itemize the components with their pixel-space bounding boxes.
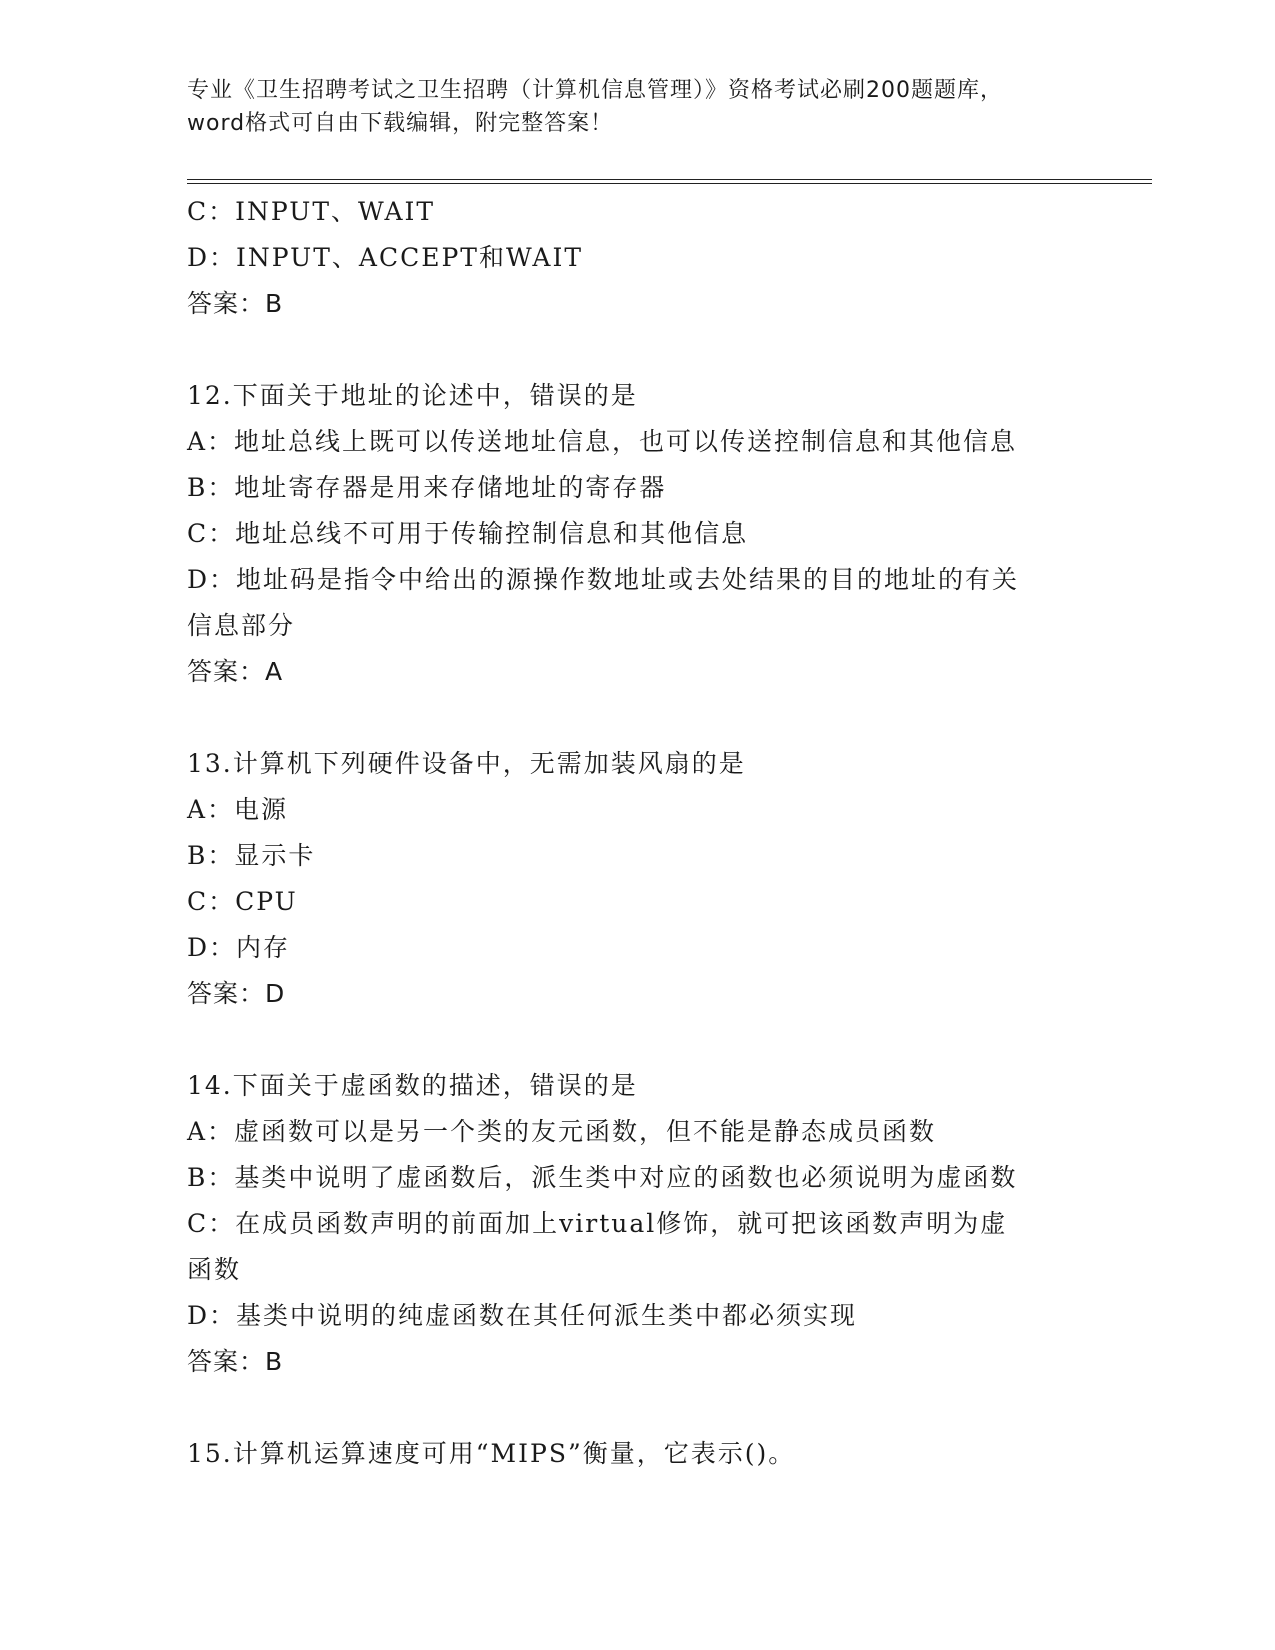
option-c: C：INPUT、WAIT	[187, 197, 436, 226]
header-title-line-2: word格式可自由下载编辑，附完整答案！	[187, 111, 614, 136]
option-c: C：地址总线不可用于传输控制信息和其他信息	[187, 519, 749, 548]
option-b: B：地址寄存器是用来存储地址的寄存器	[187, 473, 667, 502]
header-divider-bottom	[187, 183, 1152, 184]
question-text: 13.计算机下列硬件设备中，无需加装风扇的是	[187, 749, 746, 778]
option-d: D：基类中说明的纯虚函数在其任何派生类中都必须实现	[187, 1301, 858, 1330]
spacer	[187, 327, 1087, 373]
option-c: C：在成员函数声明的前面加上virtual修饰，就可把该函数声明为虚	[187, 1209, 1008, 1238]
question-block-14	[187, 1063, 1087, 1385]
option-d: D：内存	[187, 933, 291, 962]
option-a: A：电源	[187, 795, 289, 824]
option-b: B：基类中说明了虚函数后，派生类中对应的函数也必须说明为虚函数	[187, 1163, 1018, 1192]
option-a: A：地址总线上既可以传送地址信息，也可以传送控制信息和其他信息	[187, 427, 1018, 456]
document-header	[187, 74, 1087, 140]
answer-line: 答案：B	[187, 289, 284, 318]
option-c-continued: 函数	[187, 1255, 242, 1284]
question-text: 15.计算机运算速度可用“MIPS”衡量，它表示()。	[187, 1439, 796, 1468]
option-c: C：CPU	[187, 887, 298, 916]
option-b: B：显示卡	[187, 841, 316, 870]
question-block-11	[187, 189, 1087, 327]
question-block-13	[187, 741, 1087, 1017]
option-a: A：虚函数可以是另一个类的友元函数，但不能是静态成员函数	[187, 1117, 937, 1146]
answer-line: 答案：D	[187, 979, 286, 1008]
header-title-line-1: 专业《卫生招聘考试之卫生招聘（计算机信息管理）》资格考试必刷200题题库，	[187, 78, 1003, 103]
question-block-12	[187, 373, 1087, 695]
question-text: 14.下面关于虚函数的描述，错误的是	[187, 1071, 638, 1100]
header-divider-top	[187, 179, 1152, 180]
spacer	[187, 1017, 1087, 1063]
option-d: D：地址码是指令中给出的源操作数地址或去处结果的目的地址的有关	[187, 565, 1020, 594]
question-text: 12.下面关于地址的论述中，错误的是	[187, 381, 638, 410]
spacer	[187, 695, 1087, 741]
question-list	[187, 189, 1087, 1477]
answer-line: 答案：B	[187, 1347, 284, 1376]
question-block-15	[187, 1431, 1087, 1477]
spacer	[187, 1385, 1087, 1431]
answer-line: 答案：A	[187, 657, 284, 686]
option-d-continued: 信息部分	[187, 611, 296, 640]
option-d: D：INPUT、ACCEPT和WAIT	[187, 243, 584, 272]
